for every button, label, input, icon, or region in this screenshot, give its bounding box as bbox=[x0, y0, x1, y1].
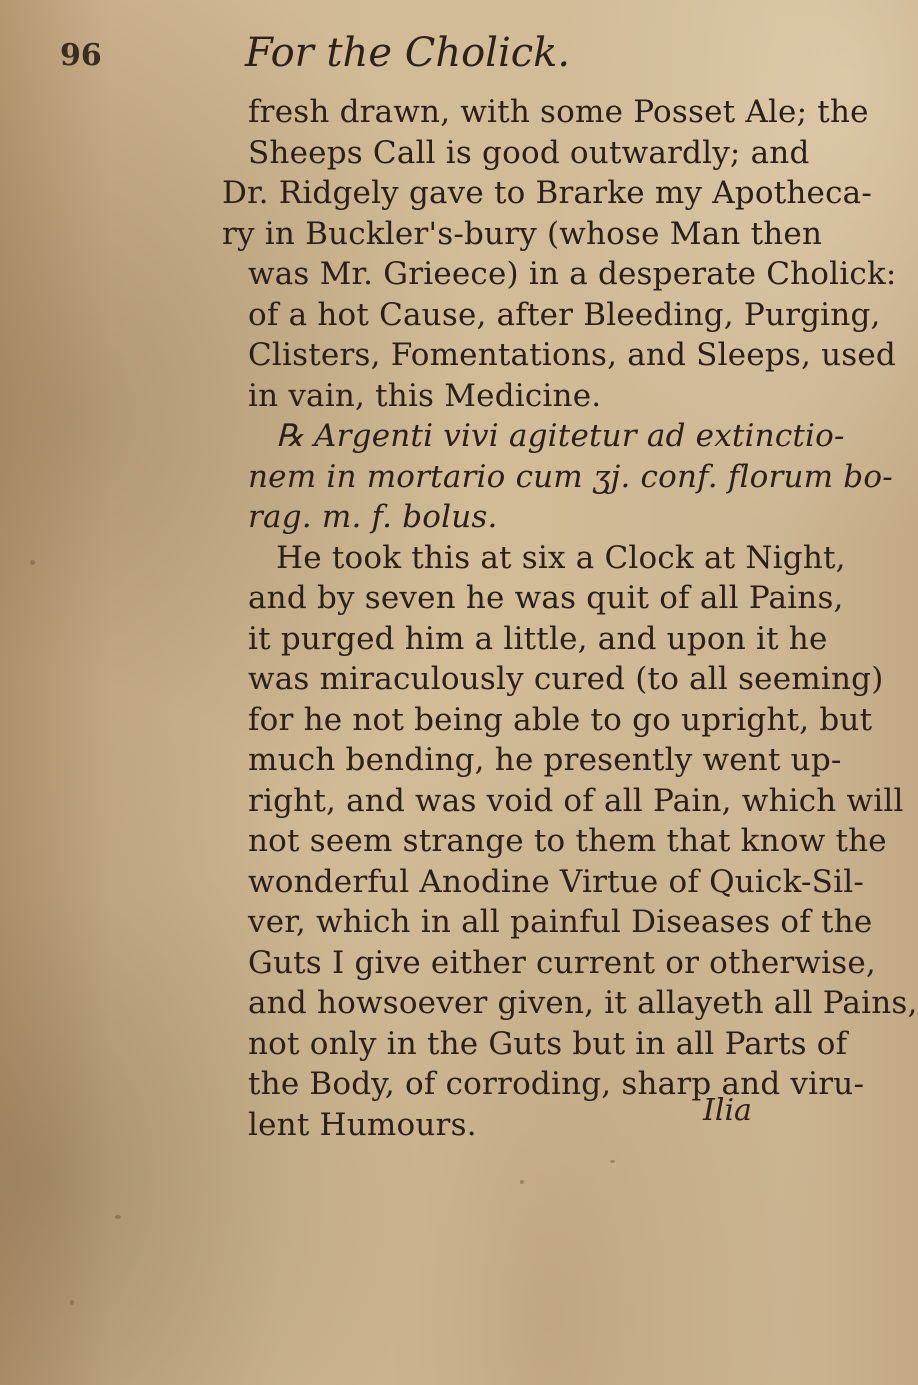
text-line: not only in the Guts but in all Parts of bbox=[248, 1025, 848, 1062]
page-number: 96 bbox=[60, 38, 102, 73]
text-line: in vain, this Medicine. bbox=[248, 377, 602, 414]
text-line: not seem strange to them that know the bbox=[248, 823, 887, 859]
text-line: and howsoever given, it allayeth all Pains, bbox=[248, 985, 918, 1021]
text-line: fresh drawn, with some Posset Ale; the bbox=[248, 94, 869, 130]
paper-speck bbox=[70, 1300, 74, 1305]
text-line: and by seven he was quit of all Pains, bbox=[248, 580, 844, 616]
text-line: was miraculously cured (to all seeming) bbox=[248, 661, 884, 697]
text-line: Dr. Ridgely gave to Brarke my Apotheca- bbox=[222, 175, 872, 211]
recipe-line: ℞ Argenti vivi agitetur ad extinctio- bbox=[276, 418, 845, 454]
paper-speck bbox=[610, 1160, 615, 1163]
text-line: ry in Buckler's-bury (whose Man then bbox=[222, 215, 823, 252]
text-line: lent Humours. bbox=[248, 1106, 477, 1143]
text-line: much bending, he presently went up- bbox=[248, 742, 842, 778]
text-line: for he not being able to go upright, but bbox=[248, 701, 873, 738]
text-line: He took this at six a Clock at Night, bbox=[276, 539, 846, 576]
text-line: ver, which in all painful Diseases of the bbox=[248, 904, 873, 940]
paper-speck bbox=[115, 1215, 121, 1219]
text-line: Guts I give either current or otherwise, bbox=[248, 944, 876, 981]
body-text bbox=[222, 92, 918, 1145]
text-line: it purged him a little, and upon it he bbox=[248, 620, 828, 657]
text-line: was Mr. Grieece) in a desperate Cholick: bbox=[248, 256, 897, 292]
text-line: the Body, of corroding, sharp and viru- bbox=[248, 1066, 865, 1102]
text-line: Sheeps Call is good outwardly; and bbox=[248, 134, 810, 171]
recipe-line: rag. m. f. bolus. bbox=[248, 499, 498, 535]
paper-speck bbox=[30, 560, 35, 565]
running-head: For the Cholick. bbox=[245, 30, 571, 76]
recipe-line: nem in mortario cum ʒj. conf. florum bo- bbox=[248, 458, 893, 495]
text-line: wonderful Anodine Virtue of Quick-Sil- bbox=[248, 863, 865, 900]
text-line: Clisters, Fomentations, and Sleeps, used bbox=[248, 337, 896, 373]
paper-speck bbox=[520, 1180, 524, 1184]
text-line: right, and was void of all Pain, which will bbox=[248, 782, 904, 819]
catchword: Ilia bbox=[703, 1093, 752, 1128]
text-line: of a hot Cause, after Bleeding, Purging, bbox=[248, 296, 881, 333]
